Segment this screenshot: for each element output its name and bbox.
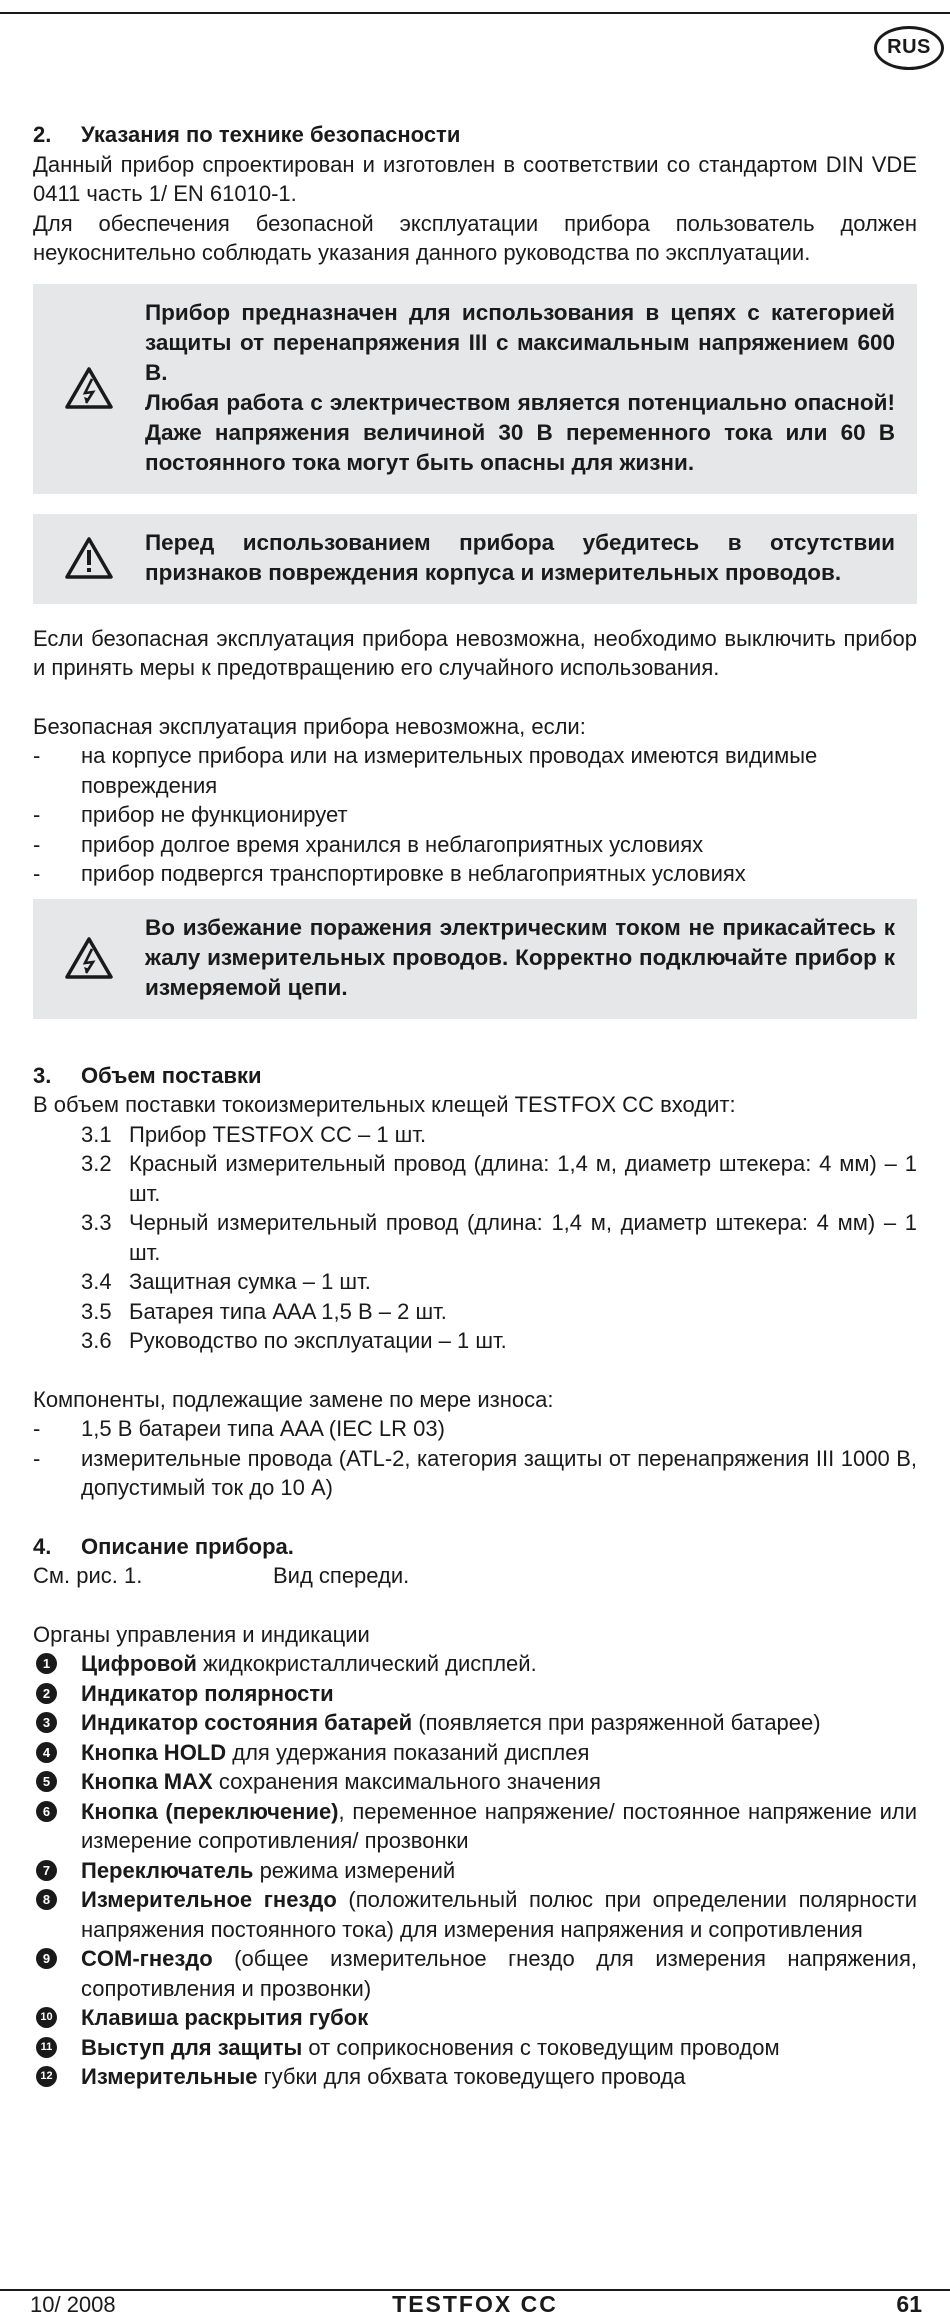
list-item: 4 Кнопка HOLD для удержания показаний дисплея [33,1738,917,1768]
language-badge: RUS [874,26,944,70]
list-item: 8 Измерительное гнездо (положительный полюс при определении полярности напряжения постоянного тока) для измерения напряжения и сопротивления [33,1885,917,1944]
warning-box-shock [33,899,917,1019]
page-number: 61 [896,2291,922,2317]
number-badge: 1 [36,1653,57,1674]
warning-text: Прибор предназначен для использования в цепях с категорией защиты от перенапряжения III с максимальным напряжением 600 В. [145,299,895,385]
list-item: 5 Кнопка MAX сохранения максимального значения [33,1767,917,1797]
number-badge: 11 [36,2037,57,2058]
list-item: 10 Клавиша раскрытия губок [33,2003,917,2033]
section-title-text: Описание прибора. [81,1533,294,1559]
unsafe-conditions-list [33,741,917,889]
list-item: 3.4 Защитная сумка – 1 шт. [81,1269,371,1294]
warning-text: Перед использованием прибора убедитесь в отсутствии признаков повреждения корпуса и измерительных проводов. [145,529,895,585]
number-badge: 5 [36,1771,57,1792]
footer-product-title: TESTFOX CC [392,2291,558,2317]
list-item: 9 COM-гнездо (общее измерительное гнездо для измерения напряжения, сопротивления и прозвонки) [33,1944,917,2003]
number-badge: 7 [36,1860,57,1881]
warning-box-voltage [33,284,917,494]
list-item: 3 Индикатор состояния батарей (появляется при разряженной батарее) [33,1708,917,1738]
section-title-text: Указания по технике безопасности [81,122,461,147]
figure-reference: См. рис. 1. Вид спереди. [33,1563,410,1588]
paragraph: В объем поставки токоизмерительных клещей TESTFOX CC входит: [33,1092,736,1117]
paragraph: Если безопасная эксплуатация прибора невозможна, необходимо выключить прибор и принять меры к предотвращению его случайного использования. [33,625,917,680]
list-item: 3.5 Батарея типа AAA 1,5 В – 2 шт. [81,1298,447,1324]
header-rule [0,12,950,14]
footer-date: 10/ 2008 [30,2292,116,2317]
number-badge: 8 [36,1889,57,1910]
electric-hazard-icon [33,366,145,410]
warning-text: Во избежание поражения электрическим током не прикасайтесь к жалу измерительных проводов. Корректно подключайте прибор к измеряемой цепи. [145,914,895,1000]
number-badge: 9 [36,1948,57,1969]
section-number: 2. [33,122,52,147]
electric-hazard-icon [33,936,145,980]
list-item: - 1,5 В батареи типа AAA (IEC LR 03) [33,1414,917,1444]
section-number: 4. [33,1533,52,1559]
list-item: - прибор долгое время хранился в неблагоприятных условиях [33,830,917,860]
list-item: 11 Выступ для защиты от соприкосновения с токоведущим проводом [33,2033,917,2063]
warning-box-inspection [33,514,917,604]
list-item: 7 Переключатель режима измерений [33,1856,917,1886]
paragraph: Безопасная эксплуатация прибора невозможна, если: [33,713,586,739]
list-item: 3.3 Черный измерительный провод (длина: 1,4 м, диаметр штекера: 4 мм) – 1 шт. [81,1210,917,1265]
list-item: 3.2 Красный измерительный провод (длина: 1,4 м, диаметр штекера: 4 мм) – 1 шт. [81,1151,917,1206]
list-item: - измерительные провода (ATL-2, категория защиты от перенапряжения III 1000 В, допустимый ток до 10 А) [33,1444,917,1503]
list-item: 3.6 Руководство по эксплуатации – 1 шт. [81,1328,507,1353]
list-item: 12 Измерительные губки для обхвата токоведущего провода [33,2062,917,2092]
controls-list [33,1649,917,2092]
paragraph: Компоненты, подлежащие замене по мере износа: [33,1386,554,1412]
number-badge: 10 [36,2007,57,2028]
list-item: - прибор не функционирует [33,800,917,830]
warning-exclamation-icon [33,536,145,580]
section-2-title [33,120,917,150]
number-badge: 12 [36,2066,57,2087]
list-item: - прибор подвергся транспортировке в неблагоприятных условиях [33,859,917,889]
number-badge: 4 [36,1742,57,1763]
list-item: 1 Цифровой жидкокристаллический дисплей. [33,1649,917,1679]
wear-parts-list [33,1414,917,1503]
list-item: 2 Индикатор полярности [33,1679,917,1709]
paragraph: Органы управления и индикации [33,1621,370,1647]
section-4-title [33,1532,917,1562]
delivery-list [33,1120,917,1356]
section-title-text: Объем поставки [81,1062,262,1088]
list-item: - на корпусе прибора или на измерительных проводах имеются видимые повреждения [33,741,917,800]
page-content [33,120,917,2092]
section-3-title [33,1061,917,1091]
warning-text: Любая работа с электричеством является потенциально опасной! Даже напряжения величиной 30 В переменного тока или 60 В постоянного тока могут быть опасны для жизни. [145,389,895,475]
paragraph: Для обеспечения безопасной эксплуатации прибора пользователь должен неукоснительно соблюдать указания данного руководства по эксплуатации. [33,210,917,265]
list-item: 3.1 Прибор TESTFOX CC – 1 шт. [81,1121,427,1147]
section-number: 3. [33,1062,52,1088]
number-badge: 3 [36,1712,57,1733]
number-badge: 6 [36,1801,57,1822]
paragraph: Данный прибор спроектирован и изготовлен в соответствии со стандартом DIN VDE 0411 часть 1/ EN 61010-1. [33,151,917,206]
list-item: 6 Кнопка (переключение), переменное напряжение/ постоянное напряжение или измерение сопротивления/ прозвонки [33,1797,917,1856]
number-badge: 2 [36,1683,57,1704]
